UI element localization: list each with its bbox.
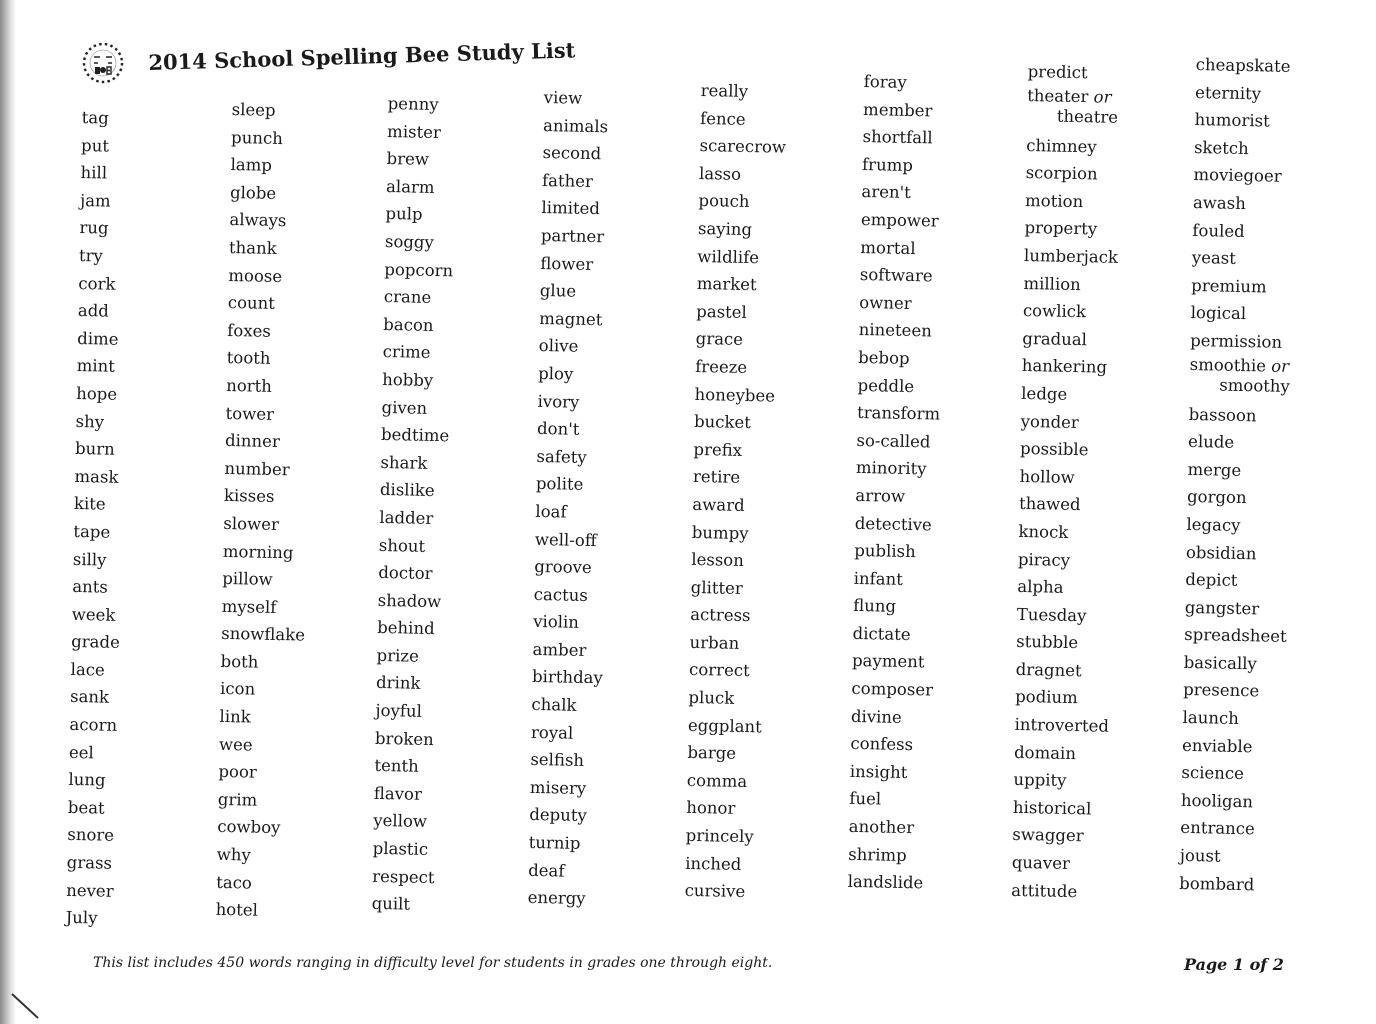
word: loaf (535, 501, 567, 522)
word: lace (70, 659, 105, 680)
word: science (1181, 763, 1245, 784)
word: chalk (531, 694, 577, 715)
word: foray (863, 71, 908, 92)
word: shy (75, 411, 105, 432)
word: cork (78, 273, 116, 294)
word: number (224, 458, 290, 479)
word: hobby (382, 369, 434, 390)
scan-mark (8, 990, 52, 1024)
word: kisses (223, 486, 275, 507)
word: grace (695, 329, 744, 350)
word: mint (76, 356, 116, 377)
word: lung (68, 770, 106, 790)
word: tower (225, 403, 275, 424)
word: eel (68, 742, 94, 763)
word: glitter (690, 577, 743, 598)
word: foxes (227, 320, 272, 341)
word: poor (218, 762, 257, 782)
word: flower (540, 253, 594, 274)
word: shark (380, 452, 428, 473)
word: elude (1187, 432, 1235, 452)
word: ploy (538, 363, 574, 384)
word: gorgon (1186, 487, 1247, 508)
word: retire (692, 467, 741, 488)
word: silly (72, 549, 107, 570)
word: myself (221, 596, 277, 617)
word: wildlife (697, 246, 760, 267)
word: snore (67, 825, 115, 846)
word: logical (1190, 303, 1247, 324)
word: tag (81, 107, 109, 128)
word: bebop (858, 347, 910, 368)
word: eternity (1194, 82, 1262, 103)
word: minority (855, 458, 927, 479)
word: north (226, 375, 273, 396)
page-edge-shadow (0, 0, 16, 1024)
word: never (66, 880, 114, 901)
word: divine (850, 706, 903, 727)
word: quilt (371, 894, 411, 914)
word: cowlick (1022, 301, 1087, 322)
word: behind (377, 618, 435, 639)
word: soggy (384, 231, 435, 252)
word: dragnet (1015, 659, 1082, 681)
word: arrow (855, 485, 906, 506)
word: wee (218, 734, 253, 755)
word: dislike (379, 480, 435, 501)
word: yonder (1020, 411, 1080, 432)
word: mortal (860, 237, 916, 258)
word: empower (860, 209, 939, 231)
word: hill (80, 163, 108, 183)
footer-note: This list includes 450 words ranging in difficulty level for students in grades one through eight. (93, 955, 773, 971)
word: penny (387, 93, 439, 115)
word: amber (532, 639, 587, 660)
word: depict (1185, 569, 1238, 591)
word: attitude (1011, 880, 1078, 901)
word: predict (1027, 61, 1088, 83)
word: slower (223, 513, 280, 534)
word: dinner (224, 431, 281, 452)
word: frump (861, 154, 914, 175)
word: flung (853, 596, 897, 617)
word: father (541, 170, 594, 191)
word: launch (1182, 707, 1240, 729)
word: premium (1191, 275, 1267, 297)
word: doctor (378, 562, 433, 584)
word: insight (849, 761, 908, 782)
word: jam (79, 190, 111, 211)
word: why (216, 844, 252, 865)
word: both (220, 651, 259, 672)
word: member (862, 99, 933, 120)
word: pastel (696, 301, 748, 322)
word: hollow (1019, 466, 1075, 487)
word: princely (685, 825, 754, 847)
word: shout (378, 535, 426, 556)
word: beat (67, 797, 105, 818)
word: property (1024, 218, 1098, 239)
word: ledge (1021, 383, 1068, 404)
word-column-2 (215, 96, 315, 925)
word: software (859, 265, 933, 286)
word: dictate (852, 623, 911, 644)
word: stubble (1016, 632, 1079, 653)
word: tooth (226, 348, 271, 369)
word: pouch (698, 191, 750, 212)
word: scorpion (1025, 163, 1098, 184)
word: prefix (693, 439, 743, 460)
word: honeybee (694, 384, 776, 406)
word: composer (851, 678, 934, 700)
word-column-1 (65, 104, 130, 933)
word: scarecrow (699, 136, 787, 157)
word: polite (535, 474, 584, 495)
word: popcorn (384, 259, 454, 280)
word: hope (76, 383, 118, 404)
word: humorist (1194, 110, 1270, 131)
word: really (700, 80, 749, 101)
word: snowflake (221, 624, 306, 645)
word: ants (72, 576, 109, 597)
word-with-variant (1027, 86, 1122, 134)
word: award (692, 494, 745, 515)
word: lumberjack (1023, 245, 1119, 267)
word: rug (79, 218, 109, 238)
word: cursive (684, 881, 746, 902)
word: given (381, 397, 428, 418)
word-column-3 (371, 90, 456, 919)
word: honor (686, 798, 736, 819)
word: bumpy (691, 522, 749, 543)
word: enviable (1181, 735, 1253, 756)
word: safety (536, 446, 587, 467)
word: sketch (1193, 137, 1249, 158)
word: payment (851, 651, 925, 672)
word: inched (685, 853, 742, 874)
word: publish (854, 540, 916, 562)
word: grass (66, 852, 113, 873)
page-number: Page 1 of 2 (1184, 955, 1284, 974)
word: burn (74, 439, 115, 459)
word: cheapskate (1195, 54, 1291, 76)
word: thank (228, 237, 277, 258)
word: bacon (383, 314, 434, 335)
word: landslide (847, 872, 924, 893)
word-with-variant (1189, 354, 1292, 402)
word: yeast (1191, 248, 1237, 268)
word-column-6 (847, 68, 947, 897)
word: chimney (1026, 135, 1097, 156)
word: try (78, 245, 103, 266)
word: lamp (230, 155, 273, 176)
word: correct (688, 660, 750, 681)
word: crane (383, 287, 432, 308)
word: possible (1019, 439, 1089, 460)
word: comma (686, 770, 748, 791)
word: view (543, 87, 583, 108)
word: animals (542, 115, 609, 136)
word: gangster (1184, 597, 1260, 619)
word: groove (534, 556, 592, 578)
word: tenth (374, 756, 419, 777)
word: Tuesday (1016, 604, 1087, 625)
word: gradual (1022, 328, 1088, 349)
word: freeze (695, 356, 748, 377)
word: bedtime (380, 425, 450, 446)
word: saying (697, 218, 753, 240)
word: uppity (1013, 770, 1067, 791)
word: pillow (222, 568, 273, 590)
word: grim (217, 789, 258, 810)
word: plastic (372, 838, 429, 859)
word: violin (533, 612, 580, 633)
word: another (848, 816, 915, 838)
word: hankering (1021, 356, 1108, 377)
word: broken (374, 728, 434, 749)
word: smoothie (1189, 354, 1267, 375)
word: actress (690, 605, 751, 626)
word: bassoon (1188, 404, 1257, 425)
or-connector: or (1093, 86, 1112, 107)
word: introverted (1014, 714, 1110, 736)
word: olive (538, 336, 579, 357)
word-column-5 (684, 77, 787, 906)
word: moviegoer (1193, 165, 1282, 187)
word: hooligan (1180, 790, 1254, 812)
word: cowboy (217, 817, 281, 838)
word: punch (230, 127, 284, 148)
word: kite (73, 494, 106, 514)
word-variant: smoothy (1219, 375, 1291, 396)
spelling-bee-logo (80, 40, 126, 86)
page-title: 2014 School Spelling Bee Study List (148, 37, 576, 75)
word: deputy (529, 805, 587, 826)
word: peddle (857, 375, 915, 396)
word: bucket (693, 412, 752, 433)
word: ladder (379, 507, 434, 528)
word: presence (1182, 680, 1260, 701)
word: taco (216, 872, 253, 893)
word: barge (687, 743, 737, 764)
word: acorn (69, 714, 118, 735)
word: market (696, 274, 757, 295)
word: sank (69, 687, 110, 708)
word: knock (1018, 521, 1069, 542)
word: ivory (537, 391, 580, 412)
word-column-7 (1011, 58, 1122, 906)
word: aren't (861, 182, 911, 203)
word: mask (74, 466, 119, 487)
word: July (65, 908, 98, 928)
word-variant: theatre (1056, 106, 1119, 127)
word: put (80, 135, 110, 156)
word: urban (689, 632, 740, 653)
word: birthday (531, 667, 603, 688)
word: legacy (1186, 514, 1241, 535)
word: thawed (1018, 494, 1081, 515)
word: tape (73, 521, 111, 542)
word: spreadsheet (1184, 625, 1287, 647)
word: flavor (373, 783, 423, 804)
word: eggplant (687, 715, 762, 737)
word: brew (386, 149, 430, 170)
word: obsidian (1185, 542, 1257, 563)
word: swagger (1012, 825, 1084, 846)
word: infant (853, 568, 904, 589)
word: fouled (1192, 220, 1245, 241)
word: week (71, 604, 116, 625)
word: well-off (534, 529, 597, 550)
word: royal (530, 722, 574, 743)
word: sleep (231, 99, 276, 120)
word: theater (1027, 85, 1089, 106)
word: prize (376, 645, 420, 666)
word: podium (1014, 687, 1078, 708)
word: glue (539, 281, 577, 301)
word-column-8 (1179, 51, 1298, 899)
word: lesson (691, 549, 745, 571)
word: drink (375, 673, 421, 694)
word: merge (1187, 459, 1242, 480)
word: don't (536, 419, 580, 439)
word: respect (372, 866, 435, 887)
word: selfish (530, 750, 585, 771)
word: nineteen (858, 320, 933, 341)
word: moose (228, 265, 283, 286)
word: confess (850, 734, 914, 755)
word: misery (529, 777, 587, 798)
word: link (219, 706, 251, 727)
word: detective (854, 513, 933, 534)
word: cactus (533, 584, 588, 605)
word: pulp (385, 204, 423, 225)
word: shrimp (848, 844, 907, 865)
word: limited (541, 198, 601, 219)
word: piracy (1017, 549, 1071, 570)
word: lasso (698, 163, 742, 184)
word: yellow (373, 811, 428, 832)
word: deaf (528, 860, 565, 881)
word: icon (219, 679, 256, 700)
word: add (77, 301, 110, 321)
word: motion (1024, 190, 1084, 211)
word: second (542, 143, 602, 164)
word: grade (71, 632, 121, 653)
word: awash (1192, 192, 1247, 213)
word: turnip (528, 832, 581, 853)
word: bombard (1179, 873, 1255, 894)
word-column-4 (527, 84, 614, 913)
word: shadow (377, 590, 442, 611)
word: transform (856, 403, 941, 424)
word: joyful (375, 700, 423, 721)
word: crime (382, 342, 431, 363)
word: historical (1012, 797, 1092, 819)
word: fuel (849, 789, 882, 809)
word: so-called (856, 430, 931, 452)
word: alarm (385, 176, 435, 197)
word: owner (859, 292, 912, 313)
word: fence (699, 108, 746, 129)
word: count (227, 293, 276, 314)
word: basically (1183, 652, 1258, 674)
word: permission (1190, 330, 1283, 352)
word: shortfall (862, 127, 933, 148)
word: hotel (215, 900, 259, 920)
word: magnet (539, 308, 603, 329)
word: joust (1179, 845, 1221, 866)
word: domain (1013, 742, 1077, 763)
or-connector: or (1271, 356, 1290, 376)
word: globe (229, 182, 277, 203)
word: mister (386, 121, 442, 142)
word: quaver (1011, 852, 1071, 874)
word: morning (222, 541, 294, 562)
word: million (1023, 273, 1081, 294)
word: alpha (1017, 576, 1064, 597)
word: entrance (1180, 818, 1255, 839)
word: partner (540, 225, 605, 247)
word: always (229, 210, 287, 231)
word: energy (527, 888, 586, 909)
word: dime (77, 328, 119, 349)
word: pluck (688, 687, 735, 708)
